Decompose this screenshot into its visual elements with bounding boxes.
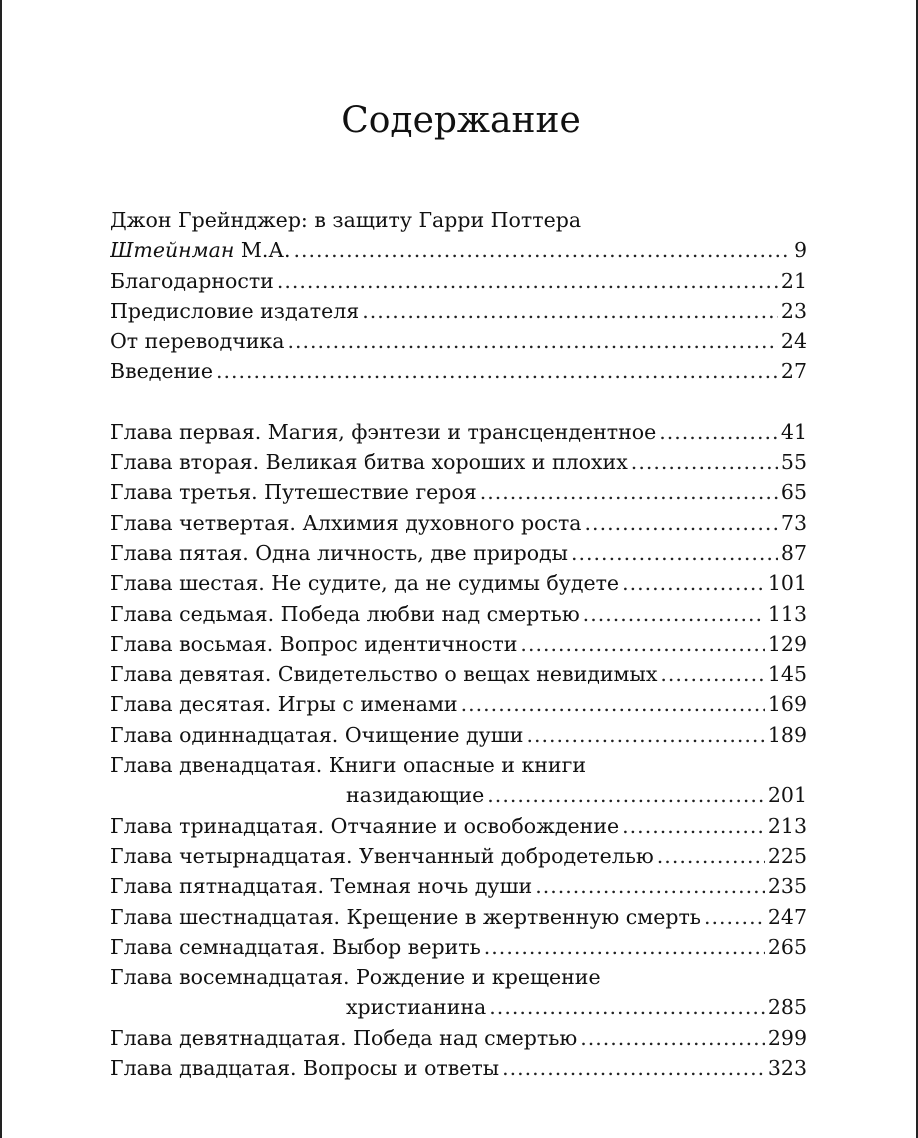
dot-leader (362, 296, 778, 326)
dot-leader (704, 902, 765, 932)
toc-entry-label: Глава вторая. Великая битва хороших и плохих (110, 450, 628, 475)
toc-page-number: 247 (767, 904, 807, 929)
dot-leader (659, 417, 778, 447)
toc-chapter-entry[interactable] (110, 1053, 807, 1083)
dot-leader (287, 326, 777, 356)
toc-entry-label: Введение (110, 359, 213, 384)
toc-chapter-entry[interactable] (110, 780, 807, 810)
dot-leader (622, 568, 765, 598)
toc-chapter-entry[interactable] (110, 599, 807, 629)
dot-leader (489, 992, 765, 1022)
dot-leader (526, 720, 764, 750)
dot-leader (583, 599, 765, 629)
dot-leader (502, 1053, 765, 1083)
toc-page-number: 129 (767, 631, 807, 656)
toc-chapter-entry[interactable] (110, 811, 807, 841)
dot-leader (571, 538, 778, 568)
page-title: Содержание (341, 100, 581, 141)
dot-leader (657, 841, 765, 871)
toc-page-number: 41 (780, 419, 807, 444)
toc-entry-label: Глава восемнадцатая. Рождение и крещение (110, 965, 601, 990)
toc-page-number: 21 (780, 268, 807, 293)
table-of-contents (110, 205, 807, 1083)
section-gap (110, 387, 807, 417)
author-surname: Штейнман (110, 238, 235, 263)
toc-page-number: 24 (780, 329, 807, 354)
toc-chapter-entry[interactable] (110, 932, 807, 962)
toc-entry-label: Благодарности (110, 268, 274, 293)
toc-chapter-entry[interactable] (110, 1023, 807, 1053)
toc-entry-label: Глава восьмая. Вопрос идентичности (110, 631, 518, 656)
dot-leader (622, 811, 765, 841)
toc-page-number: 265 (767, 934, 807, 959)
toc-chapter-entry[interactable] (110, 902, 807, 932)
toc-chapter-entry[interactable] (110, 659, 807, 689)
toc-chapter-entry[interactable] (110, 841, 807, 871)
toc-page-number: 9 (793, 238, 807, 263)
toc-entry[interactable] (110, 326, 807, 356)
toc-entry[interactable] (110, 235, 807, 265)
toc-chapter-entry[interactable] (110, 417, 807, 447)
toc-chapter-entry[interactable] (110, 689, 807, 719)
toc-entry-label: Глава четырнадцатая. Увенчанный добродетелью (110, 843, 654, 868)
toc-entry-title: Джон Грейнджер: в защиту Гарри Поттера (110, 208, 582, 232)
toc-entry-label: Глава третья. Путешествие героя (110, 480, 477, 505)
toc-chapter-line1 (110, 962, 807, 992)
toc-entry-line1 (110, 205, 807, 235)
toc-entry-label: Глава пятнадцатая. Темная ночь души (110, 874, 533, 899)
toc-page-number: 189 (767, 722, 807, 747)
dot-leader (461, 689, 765, 719)
dot-leader (216, 356, 778, 386)
dot-leader (660, 659, 764, 689)
toc-entry-label: Глава седьмая. Победа любви над смертью (110, 601, 580, 626)
toc-chapter-entry[interactable] (110, 720, 807, 750)
dot-leader (585, 508, 778, 538)
dot-leader (487, 780, 765, 810)
toc-chapter-entry[interactable] (110, 992, 807, 1022)
toc-chapter-entry[interactable] (110, 477, 807, 507)
toc-page-number: 299 (767, 1025, 807, 1050)
dot-leader (631, 447, 778, 477)
toc-page-number: 225 (767, 843, 807, 868)
toc-chapter-entry[interactable] (110, 568, 807, 598)
toc-entry[interactable] (110, 356, 807, 386)
toc-entry[interactable] (110, 266, 807, 296)
toc-page-number: 169 (767, 692, 807, 717)
toc-entry-label: Глава тринадцатая. Отчаяние и освобождение (110, 813, 620, 838)
toc-page-number: 55 (780, 450, 807, 475)
toc-page-number: 101 (767, 571, 807, 596)
toc-entry-label: Глава четвертая. Алхимия духовного роста (110, 510, 582, 535)
toc-page-number: 113 (767, 601, 807, 626)
toc-entry-label: Глава десятая. Игры с именами (110, 692, 458, 717)
toc-entry-label: Глава пятая. Одна личность, две природы (110, 540, 568, 565)
toc-entry-label: Глава девятнадцатая. Победа над смертью (110, 1025, 578, 1050)
toc-page-number: 73 (780, 510, 807, 535)
toc-entry[interactable] (110, 296, 807, 326)
toc-entry-label: Глава первая. Магия, фэнтези и трансцендентное (110, 419, 657, 444)
toc-chapter-entry[interactable] (110, 508, 807, 538)
toc-page-number: 23 (780, 298, 807, 323)
toc-chapter-entry[interactable] (110, 538, 807, 568)
dot-leader (580, 1023, 765, 1053)
toc-entry-label: От переводчика (110, 329, 285, 354)
toc-entry-label: Предисловие издателя (110, 298, 360, 323)
toc-page-number: 213 (767, 813, 807, 838)
toc-entry-label: Глава шестнадцатая. Крещение в жертвенную смерть (110, 904, 701, 929)
toc-entry-author (110, 235, 290, 265)
toc-entry-label: Глава двадцатая. Вопросы и ответы (110, 1056, 500, 1081)
toc-chapter-entry[interactable] (110, 447, 807, 477)
toc-entry-label: Глава одиннадцатая. Очищение души (110, 722, 524, 747)
toc-entry-continuation: христианина (346, 995, 487, 1020)
dot-leader (480, 477, 778, 507)
toc-entry-label: Глава шестая. Не судите, да не судимы будете (110, 571, 620, 596)
toc-page-number: 87 (780, 540, 807, 565)
dot-leader (293, 235, 790, 265)
toc-entry-label: Глава семнадцатая. Выбор верить (110, 934, 481, 959)
toc-page-number: 27 (780, 359, 807, 384)
toc-page-number: 235 (767, 874, 807, 899)
author-initials: М.А. (234, 238, 291, 263)
toc-chapter-entry[interactable] (110, 871, 807, 901)
toc-page-number: 65 (780, 480, 807, 505)
toc-entry-continuation: назидающие (346, 783, 485, 808)
toc-page-number: 323 (767, 1056, 807, 1081)
toc-chapter-entry[interactable] (110, 629, 807, 659)
toc-page-number: 285 (767, 995, 807, 1020)
toc-entry-label: Глава девятая. Свидетельство о вещах невидимых (110, 662, 658, 687)
toc-page-number: 201 (767, 783, 807, 808)
dot-leader (535, 871, 765, 901)
dot-leader (277, 266, 778, 296)
dot-leader (484, 932, 765, 962)
dot-leader (520, 629, 764, 659)
toc-entry-label: Глава двенадцатая. Книги опасные и книги (110, 753, 587, 778)
toc-chapter-line1 (110, 750, 807, 780)
toc-page-number: 145 (767, 662, 807, 687)
